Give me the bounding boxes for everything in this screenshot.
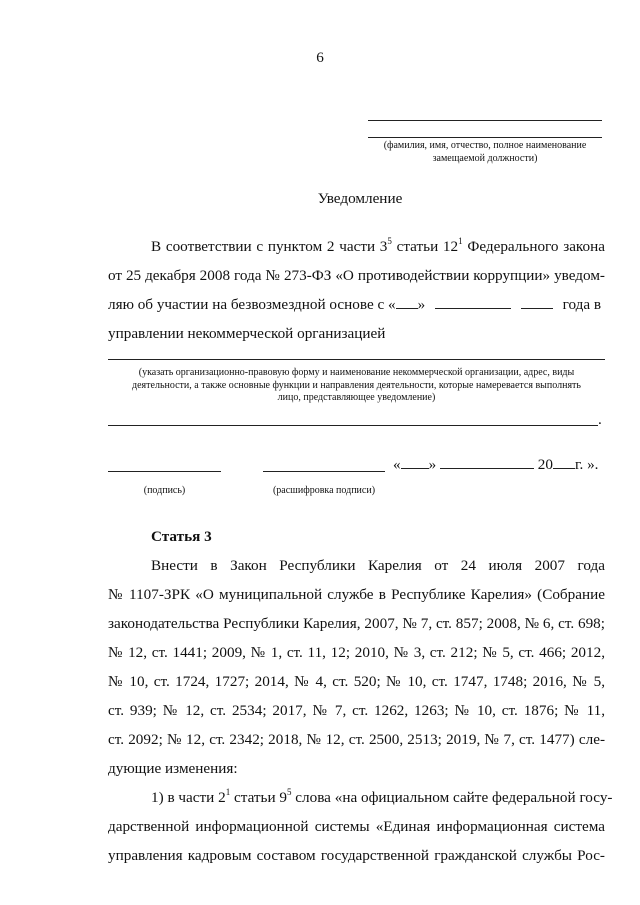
day-blank [396,296,418,309]
year-blank [521,296,553,309]
date-day-blank [401,456,429,469]
date-year-blank [553,456,575,469]
article-p2-sup1: 1 [225,786,231,797]
date-year-prefix: 20 [537,456,553,473]
notice-line-4: управлении некоммерческой организацией [108,325,386,342]
article-p1-line-3: законодательства Республики Карелия, 2007, № 7, ст. 857; 2008, № 6, ст. 698; [108,615,605,632]
header-blank-line-2 [368,137,602,138]
decode-line [263,471,385,472]
org-caption-line-1: (указать организационно-правовую форму и наименование некоммерческой организации, адрес, виды [138,367,575,378]
article-p1-line-5: № 10, ст. 1724, 1727; 2014, № 4, ст. 520; № 10, ст. 1747, 1748; 2016, № 5, [108,673,605,690]
article-p2-line-1 [151,786,613,807]
notice-l1-b: статьи 12 [391,238,459,255]
org-caption-line-3: лицо, представляющее уведомление) [277,392,436,403]
notice-l3-c: года в [562,296,602,313]
org-caption [108,367,605,405]
signature-date [393,456,598,474]
article-p2-sup2: 5 [287,786,292,797]
header-caption-line-2: замещаемой должности) [432,152,538,164]
org-caption-line-2: деятельности, а также основные функции и направления деятельности, которые намеревается выполнять [132,379,581,391]
notice-line-1 [151,235,606,256]
header-caption-line-1: (фамилия, имя, отчество, полное наименование [383,140,587,151]
article-p1-line-8: дующие изменения: [108,760,238,777]
article-p2-line-3: управления кадровым составом государственной гражданской службы Рос- [108,847,605,864]
article-p2-c: слова «на официальном сайте федеральной госу- [291,789,613,806]
article-p1-line-4: № 12, ст. 1441; 2009, № 1, ст. 11, 12; 2010, № 3, ст. 212; № 5, ст. 466; 2012, [108,644,605,661]
notice-l1-a: В соответствии с пунктом 2 части 3 [151,238,388,255]
article-p1-line-6: ст. 939; № 12, ст. 2534; 2017, № 7, ст. 1262, 1263; № 10, ст. 1876; № 11, [108,702,605,719]
header-blank-line-1 [368,120,602,121]
header-caption [368,140,602,165]
notice-l1-sup2: 1 [458,235,463,246]
notice-l3-b: » [417,296,426,313]
org-line-1 [108,359,605,360]
page-number: 6 [316,49,324,66]
sign-label: (подпись) [143,485,186,496]
notice-l3-a: ляю об участии на безвозмездной основе с « [108,296,396,313]
org-line-2 [108,425,598,426]
date-month-blank [440,456,534,469]
date-quote-close: » [428,456,437,473]
article-p2-b: статьи 9 [230,789,287,806]
month-blank [435,296,511,309]
signature-line [108,471,221,472]
article-p2-a: 1) в части 2 [151,789,226,806]
article-p1-line-2: № 1107-ЗРК «О муниципальной службе в Республике Карелия» (Собрание [108,586,605,603]
article-p2-line-2: дарственной информационной системы «Единая информационная система [108,818,605,835]
date-quote-open: « [393,456,401,473]
notice-l1-c: Федерального закона [462,238,606,255]
org-period: . [598,411,602,428]
article-p1-line-7: ст. 2092; № 12, ст. 2342; 2018, № 12, ст. 2500, 2513; 2019, № 7, ст. 1477) сле- [108,731,605,748]
notice-l1-sup1: 5 [387,235,392,246]
article-heading: Статья 3 [151,528,212,545]
article-p1-line-1: Внести в Закон Республики Карелия от 24 июля 2007 года [151,557,605,574]
date-year-suffix: г. ». [574,456,599,473]
notice-title: Уведомление [317,190,403,207]
notice-line-2: от 25 декабря 2008 года № 273-ФЗ «О противодействии коррупции» уведом- [108,267,605,284]
notice-line-3 [108,296,605,314]
decode-label: (расшифровка подписи) [272,485,376,496]
